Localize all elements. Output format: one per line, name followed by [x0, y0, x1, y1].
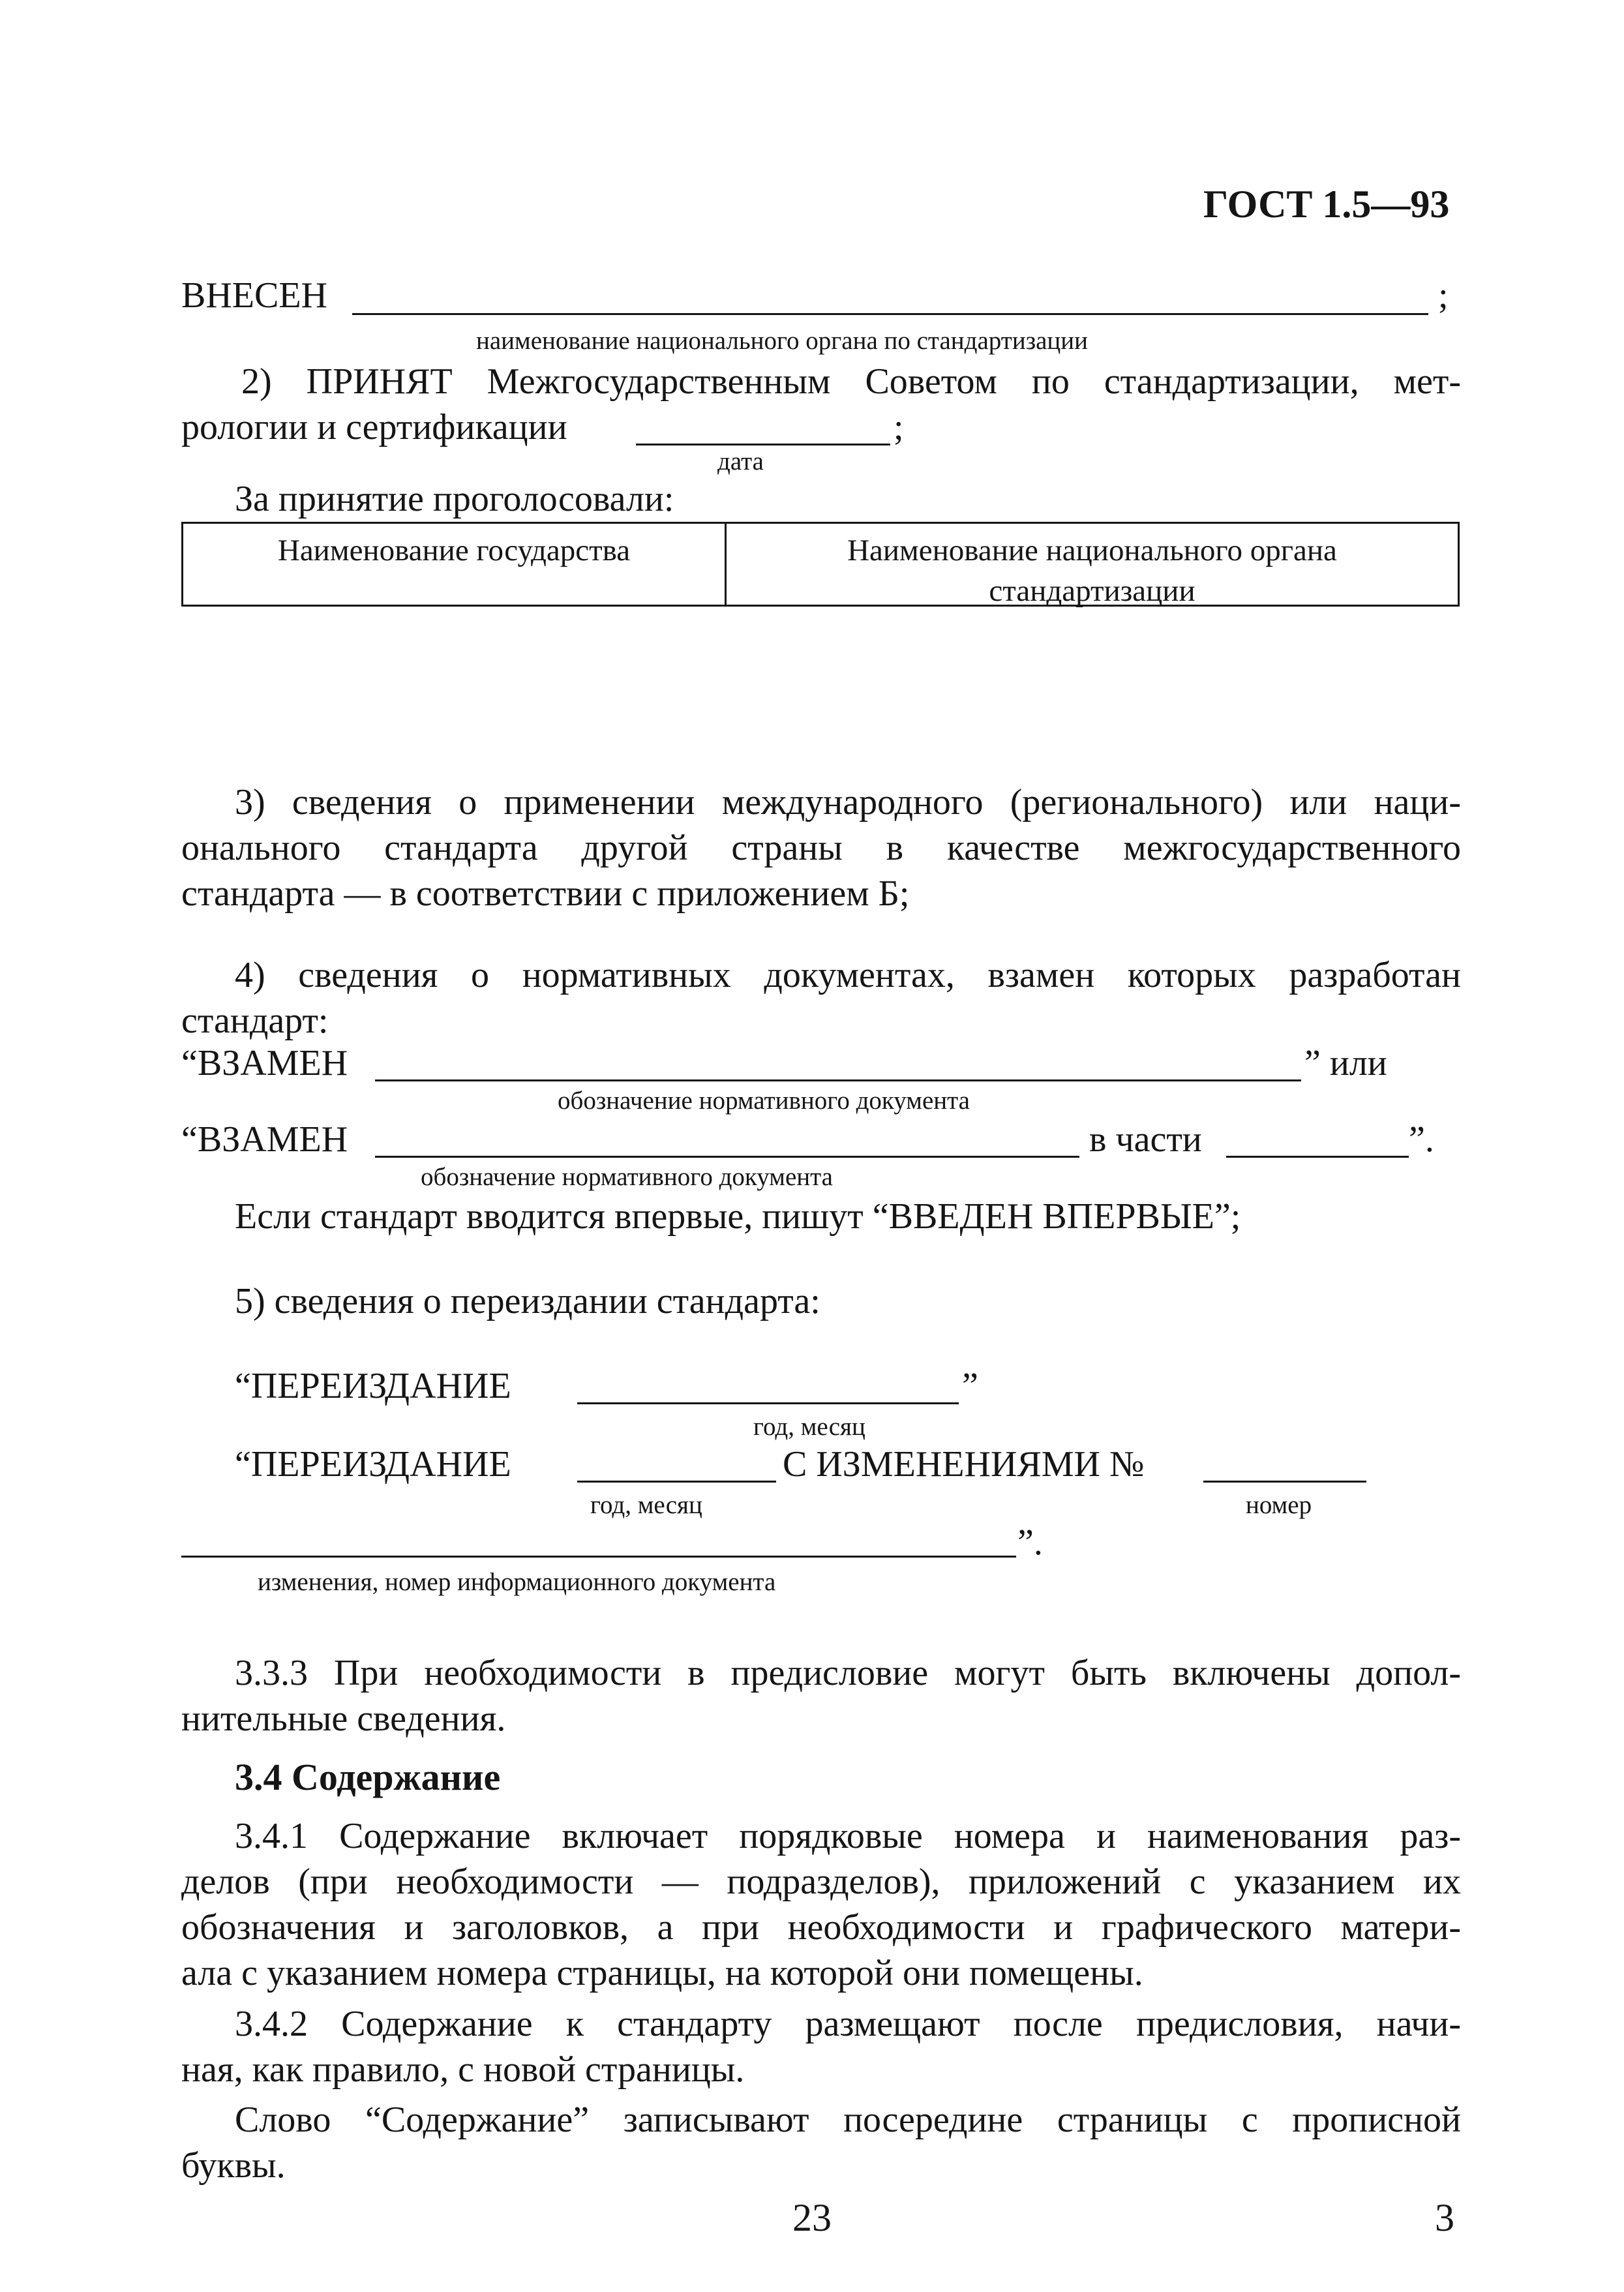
votes-table — [181, 522, 1460, 607]
section-3-4-heading: 3.4 Содержание — [235, 1756, 501, 1798]
item4-line-2: стандарт: — [181, 1001, 329, 1041]
doc-code: ГОСТ 1.5—93 — [1203, 183, 1450, 226]
submitted-caption: наименование национального органа по стандартизации — [476, 327, 1089, 355]
replace2-in-part: в части — [1089, 1119, 1202, 1160]
replace2-blank-line — [375, 1156, 1079, 1158]
replace1-label: “ВЗАМЕН — [181, 1043, 348, 1083]
submitted-label: ВНЕСЕН — [181, 275, 327, 316]
replace2-end: ”. — [1409, 1119, 1434, 1160]
reissue1-label: “ПЕРЕИЗДАНИЕ — [235, 1366, 511, 1406]
item3-line-2: онального стандарта другой страны в качестве межгосударственного — [181, 828, 1461, 868]
page-number: 23 — [792, 2196, 832, 2239]
replace2-caption: обозначение нормативного документа — [421, 1163, 833, 1191]
p342-line-2: ная, как правило, с новой страницы. — [181, 2049, 745, 2090]
reissue2-date-line — [577, 1481, 776, 1483]
first-time-note: Если стандарт вводится впервые, пишут “ВВЕДЕН ВПЕРВЫЕ”; — [235, 1196, 1241, 1237]
replace2-part-line — [1226, 1156, 1409, 1158]
submitted-end: ; — [1438, 275, 1449, 316]
reissue2-with-changes: С ИЗМЕНЕНИЯМИ № — [783, 1444, 1145, 1485]
reissue1-end: ” — [962, 1366, 978, 1406]
changes-end-quote: ”. — [1017, 1522, 1043, 1563]
adopted-date-line — [636, 444, 890, 445]
replace1-blank-line — [375, 1079, 1301, 1081]
p342-word-line-1: Слово “Содержание” записывают посередине страницы с прописной — [235, 2100, 1461, 2140]
item4-line-1: 4) сведения о нормативных документах, взамен которых разработан — [235, 955, 1461, 995]
votes-heading: За принятие проголосовали: — [235, 479, 674, 519]
p341-line-2: делов (при необходимости — подразделов), приложений с указанием их — [181, 1862, 1461, 1902]
sheet-number: 3 — [1435, 2196, 1454, 2239]
p341-line-3: обозначения и заголовков, а при необходимости и графического матери- — [181, 1907, 1461, 1948]
adopted-end: ; — [894, 407, 904, 447]
item3-line-3: стандарта — в соответствии с приложением Б; — [181, 873, 910, 914]
reissue2-label: “ПЕРЕИЗДАНИЕ — [235, 1444, 511, 1485]
reissue2-date-caption: год, месяц — [590, 1491, 702, 1519]
adopted-date-caption: дата — [717, 447, 764, 475]
p333-line-1: 3.3.3 При необходимости в предисловие могут быть включены допол- — [235, 1653, 1461, 1693]
changes-blank-line — [181, 1556, 1016, 1558]
reissue2-number-caption: номер — [1246, 1491, 1312, 1519]
reissue1-blank-line — [577, 1402, 959, 1404]
reissue1-caption: год, месяц — [753, 1413, 865, 1441]
p342-word-line-2: буквы. — [181, 2145, 286, 2186]
votes-col-national-body — [727, 530, 1458, 608]
changes-caption: изменения, номер информационного документа — [258, 1568, 776, 1596]
votes-col2-line-2: стандартизации — [989, 574, 1195, 608]
p341-line-1: 3.4.1 Содержание включает порядковые номера и наименования раз- — [235, 1816, 1461, 1856]
submitted-blank-line — [352, 313, 1428, 315]
adopted-line-1: 2) ПРИНЯТ Межгосударственным Советом по стандартизации, мет- — [241, 361, 1461, 402]
item3-line-1: 3) сведения о применении международного (регионального) или наци- — [235, 782, 1461, 822]
reissue2-number-line — [1203, 1481, 1366, 1483]
adopted-line-2: рологии и сертификации — [181, 407, 567, 447]
replace1-caption: обозначение нормативного документа — [558, 1087, 970, 1115]
p342-line-1: 3.4.2 Содержание к стандарту размещают после предисловия, начи- — [235, 2004, 1461, 2044]
replace1-end: ” или — [1304, 1043, 1387, 1083]
votes-col2-line-1: Наименование национального органа — [847, 534, 1337, 567]
votes-col-state: Наименование государства — [277, 534, 631, 567]
replace2-label: “ВЗАМЕН — [181, 1119, 348, 1160]
p333-line-2: нительные сведения. — [181, 1698, 506, 1739]
p341-line-4: ала с указанием номера страницы, на которой они помещены. — [181, 1953, 1143, 1993]
item5-line-1: 5) сведения о переиздании стандарта: — [235, 1281, 820, 1321]
